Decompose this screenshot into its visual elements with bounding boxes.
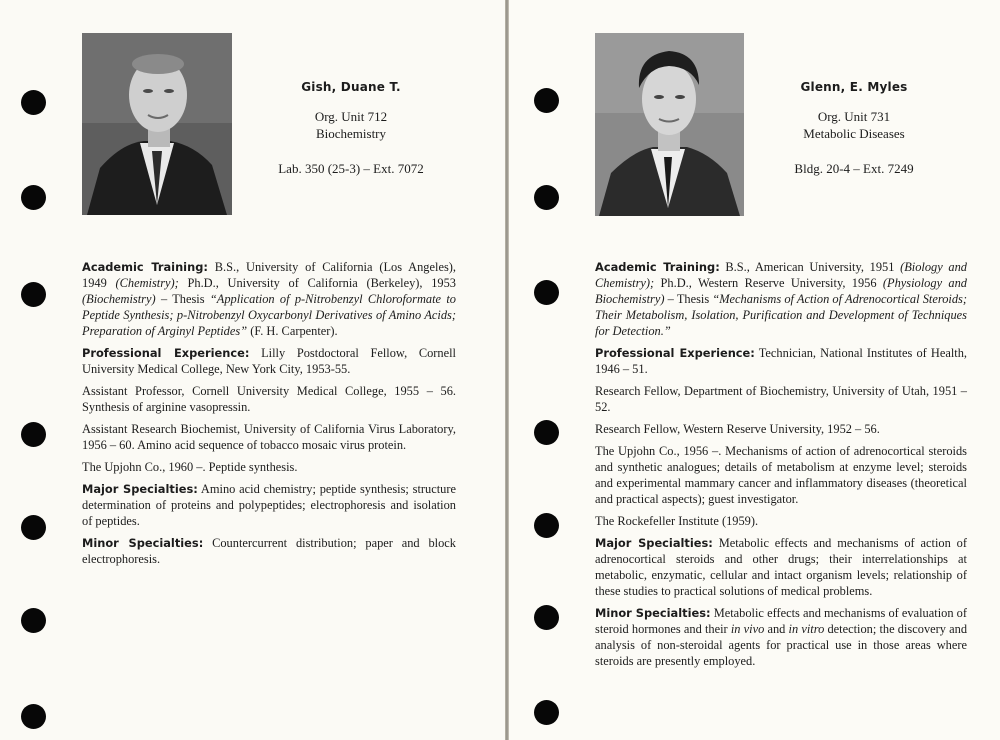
binder-hole	[534, 185, 559, 210]
binder-hole	[534, 420, 559, 445]
org-unit: Org. Unit 712	[314, 109, 388, 124]
portrait-photo	[82, 33, 232, 215]
binder-hole	[534, 88, 559, 113]
major-specialties: Major Specialties: Metabolic effects and mechanisms of action of adrenocortical steroids and other drugs; their interrelationships at metabolic, enzymatic, cellular and intact organism levels; relationship of these studies to practical solutions of medical problems.	[595, 536, 967, 598]
binder-hole	[534, 605, 559, 630]
binder-hole	[21, 282, 46, 307]
minor-specialties: Minor Specialties: Countercurrent distribution; paper and block electrophoresis.	[82, 536, 456, 566]
org-unit: Org. Unit 731	[817, 109, 891, 124]
experience-entry: The Upjohn Co., 1960 –. Peptide synthesis.	[82, 460, 298, 474]
portrait-photo	[595, 33, 744, 216]
section-label: Academic Training:	[82, 260, 208, 274]
right-page	[509, 0, 1000, 740]
section-label: Professional Experience:	[82, 346, 250, 360]
section-label: Major Specialties:	[82, 482, 198, 496]
section-label: Minor Specialties:	[82, 536, 204, 550]
binder-hole	[534, 280, 559, 305]
biography-text	[82, 259, 456, 573]
minor-specialties: Minor Specialties: Metabolic effects and mechanisms of evaluation of steroid hormones and their in vivo and in vitro detection; the discovery and analysis of non-steroidal agents for practical use in those areas where steroids are presently employed.	[595, 606, 968, 668]
binder-hole	[534, 700, 559, 725]
binder-hole	[534, 513, 559, 538]
experience-entry: Research Fellow, Department of Biochemistry, University of Utah, 1951 – 52.	[595, 384, 967, 414]
person-header	[759, 79, 949, 177]
major-specialties: Major Specialties: Amino acid chemistry; peptide synthesis; structure determination of proteins and polypeptides; electrophoresis and isolation of peptides.	[82, 482, 457, 528]
location-extension: Bldg. 20-4 – Ext. 7249	[794, 161, 914, 176]
professional-experience: Professional Experience: Technician, National Institutes of Health, 1946 – 51.	[595, 346, 967, 376]
binder-hole	[21, 422, 46, 447]
binder-hole	[21, 704, 46, 729]
section-label: Professional Experience:	[595, 346, 755, 360]
experience-entry: Assistant Research Biochemist, University of California Virus Laboratory, 1956 – 60. Amino acid sequence of tobacco mosaic virus protein.	[82, 422, 456, 452]
biography-text	[595, 259, 967, 675]
experience-entry: The Rockefeller Institute (1959).	[595, 514, 759, 528]
department: Biochemistry	[315, 126, 387, 141]
academic-training: Academic Training: B.S., American University, 1951 (Biology and Chemistry); Ph.D., Western Reserve University, 1956 (Physiology and Biochemistry) – Thesis “Mechanisms of Action of Adrenocortical Steroids; Their Metabolism, Isolation, Purification and Development of Techniques for Detection.”	[595, 260, 968, 338]
academic-training: Academic Training: B.S., University of California (Los Angeles), 1949 (Chemistry); Ph.D., University of California (Berkeley), 1953 (Biochemistry) – Thesis “Application of p-Nitrobenzyl Chloroformate to Peptide Synthesis; p-Nitrobenzyl Oxycarbonyl Derivatives of Amino Acids; Preparation of Arginyl Peptides” (F. H. Carpenter).	[82, 260, 456, 338]
person-header	[245, 79, 457, 177]
person-name: Glenn, E. Myles	[800, 80, 908, 94]
location-extension: Lab. 350 (25-3) – Ext. 7072	[278, 161, 424, 176]
person-name: Gish, Duane T.	[301, 80, 401, 94]
section-label: Minor Specialties:	[595, 606, 711, 620]
experience-entry: Assistant Professor, Cornell University Medical College, 1955 – 56. Synthesis of arginine vasopressin.	[82, 384, 456, 414]
binder-hole	[21, 185, 46, 210]
section-label: Academic Training:	[595, 260, 720, 274]
binder-hole	[21, 515, 46, 540]
experience-entry: Research Fellow, Western Reserve University, 1952 – 56.	[595, 422, 880, 436]
professional-experience: Professional Experience: Lilly Postdoctoral Fellow, Cornell University Medical College, New York City, 1953-55.	[82, 346, 457, 376]
department: Metabolic Diseases	[803, 126, 905, 141]
section-label: Major Specialties:	[595, 536, 713, 550]
binder-hole	[21, 608, 46, 633]
experience-entry: The Upjohn Co., 1956 –. Mechanisms of action of adrenocortical steroids and synthetic analogues; details of metabolism at enzyme level; steroids and experimental mammary cancer and inflammatory diseases (theoretical and practical aspects); guest investigator.	[595, 444, 967, 506]
binder-hole	[21, 90, 46, 115]
